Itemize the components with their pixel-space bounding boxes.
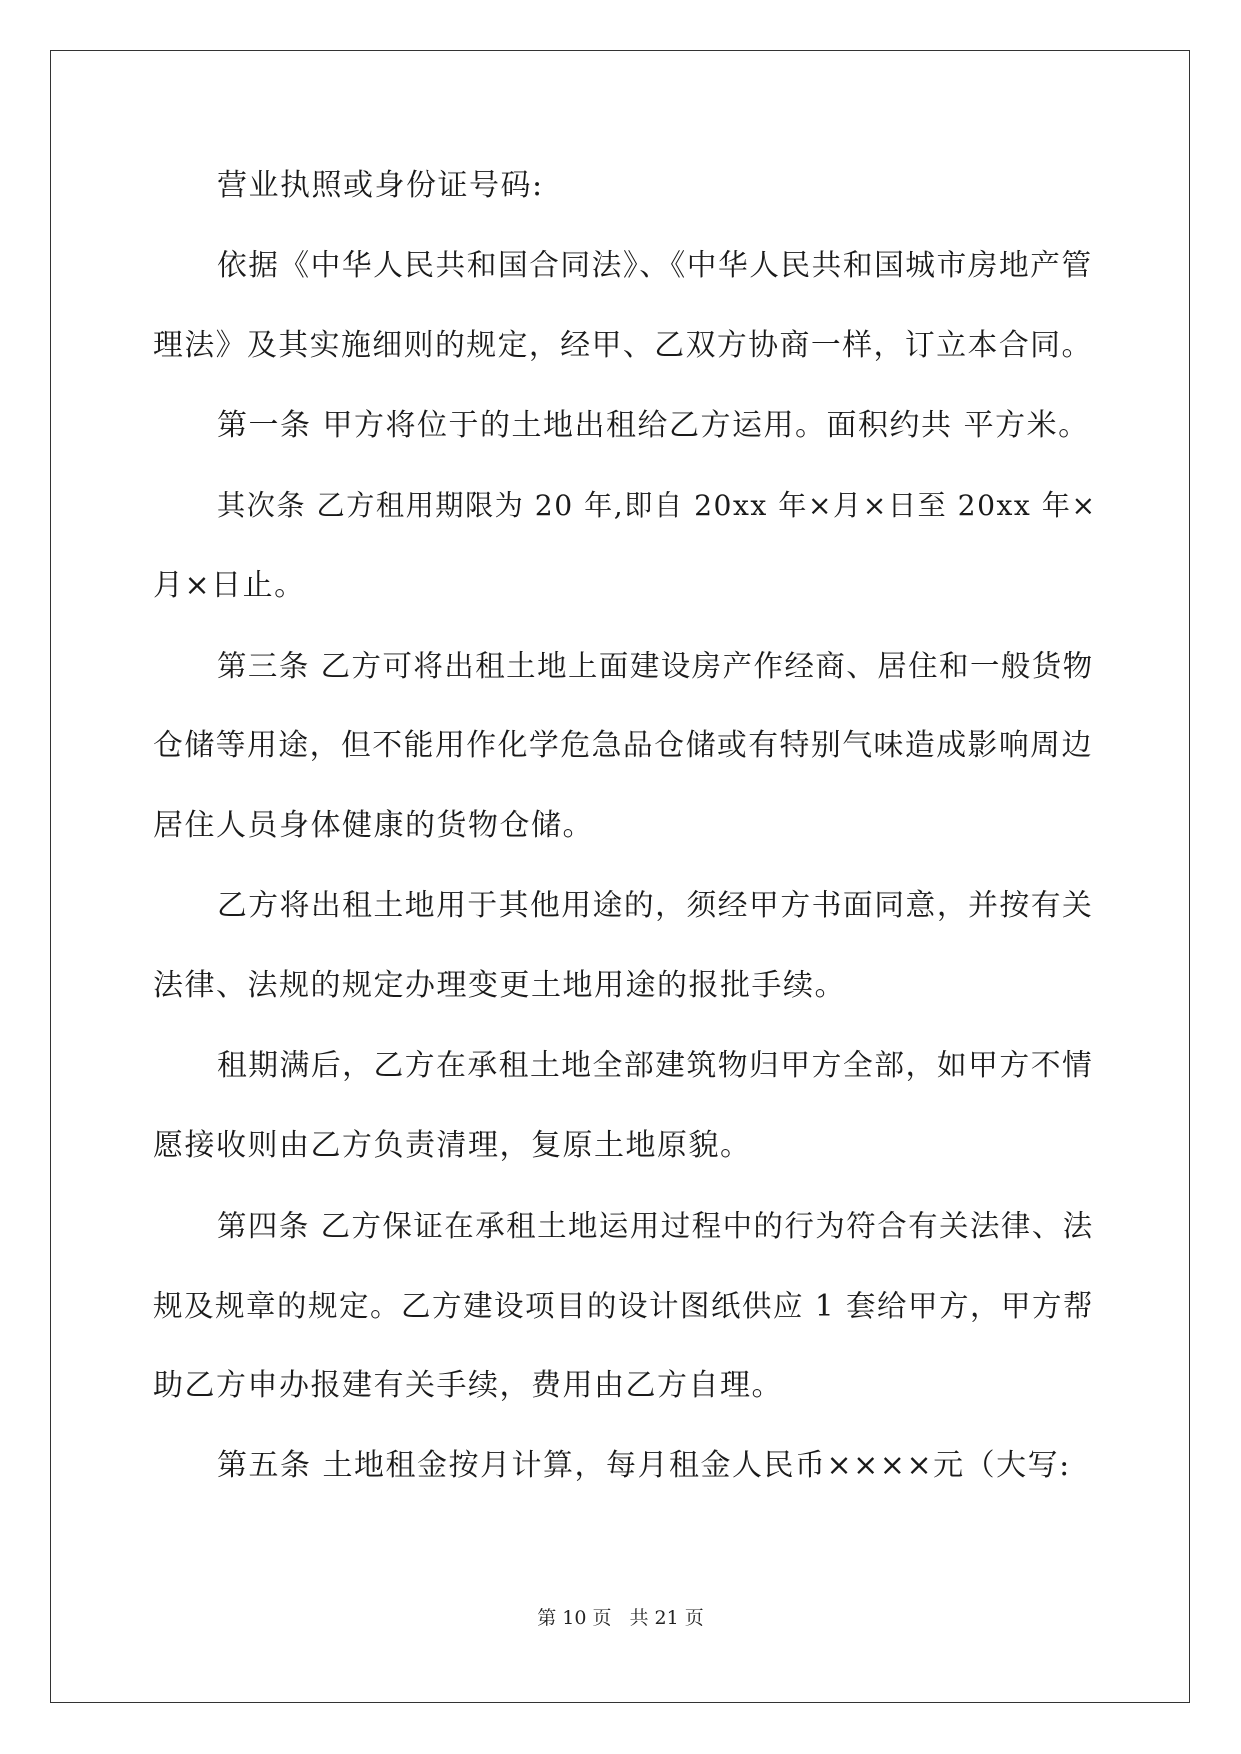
text-line: 第五条 土地租金按月计算，每月租金人民币××××元（大写: [217,1448,1071,1483]
text-line: 仓储等用途，但不能用作化学危急品仓储或有特别气味造成影响周边 [153,728,1093,763]
text-line: 第三条 乙方可将出租土地上面建设房产作经商、居住和一般货物 [217,649,1094,683]
text-line: 乙方将出租土地用于其他用途的，须经甲方书面同意，并按有关 [217,888,1094,923]
text-line: 月×日止。 [153,568,306,603]
text-line: 依据《中华人民共和国合同法》、《中华人民共和国城市房地产管 [217,248,1093,283]
text-line: 其次条 乙方租用期限为 20 年,即自 20xx 年×月×日至 20xx 年× [217,489,1097,522]
page-footer [0,1606,1241,1630]
text-line: 助乙方申办报建有关手续，费用由乙方自理。 [153,1368,783,1403]
text-line: 法律、法规的规定办理变更土地用途的报批手续。 [153,968,846,1003]
text-line: 营业执照或身份证号码: [217,168,544,203]
text-line: 租期满后，乙方在承租土地全部建筑物归甲方全部，如甲方不情 [217,1048,1094,1083]
text-line: 第四条 乙方保证在承租土地运用过程中的行为符合有关法律、法 [217,1209,1094,1243]
text-line: 居住人员身体健康的货物仓储。 [153,808,594,843]
text-line: 规及规章的规定。乙方建设项目的设计图纸供应 1 套给甲方，甲方帮 [153,1289,1095,1323]
current-page-number: 第 10 页 [537,1607,612,1629]
text-line: 第一条 甲方将位于的土地出租给乙方运用。面积约共 平方米。 [217,408,1090,443]
text-line: 理法》及其实施细则的规定，经甲、乙双方协商一样，订立本合同。 [153,328,1093,363]
text-line: 愿接收则由乙方负责清理，复原土地原貌。 [153,1128,752,1163]
total-page-count: 共 21 页 [629,1607,704,1629]
